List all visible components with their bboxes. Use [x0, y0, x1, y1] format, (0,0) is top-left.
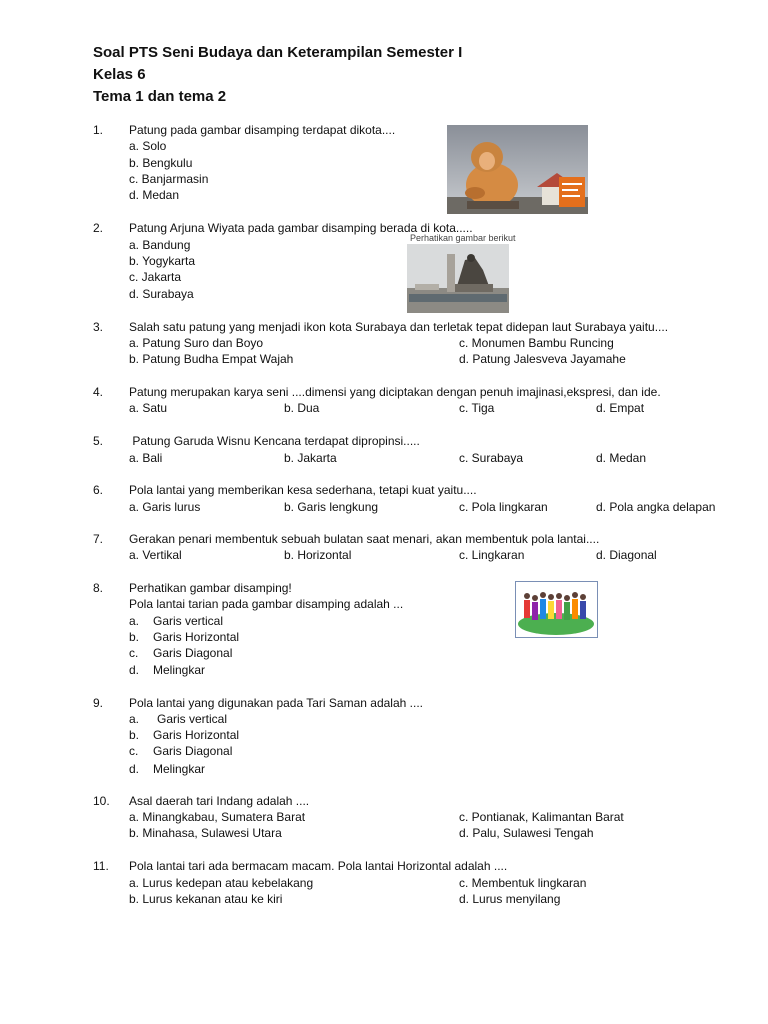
- question-number: 4.: [93, 385, 104, 399]
- question-text: Patung merupakan karya seni ....dimensi yang diciptakan dengan penuh imajinasi,ekspresi, dan ide.: [129, 385, 661, 399]
- option-c: c. Surabaya: [459, 451, 524, 465]
- option-a: a. Bandung: [129, 238, 191, 252]
- question-text: Asal daerah tari Indang adalah ....: [129, 794, 310, 808]
- option-letter: b.: [129, 728, 140, 742]
- option-c: c. Banjarmasin: [129, 172, 209, 186]
- option-letter: a.: [129, 712, 140, 726]
- option-c: c. Monumen Bambu Runcing: [459, 336, 614, 350]
- question-text: Gerakan penari membentuk sebuah bulatan saat menari, akan membentuk pola lantai....: [129, 532, 600, 546]
- question-number: 5.: [93, 434, 104, 448]
- option-d: d. Palu, Sulawesi Tengah: [459, 826, 594, 840]
- option-a: a. Patung Suro dan Boyo: [129, 336, 264, 350]
- option-c: Garis Diagonal: [153, 744, 233, 758]
- option-d: d. Diagonal: [596, 548, 657, 562]
- option-b: b. Yogykarta: [129, 254, 196, 268]
- option-b: b. Lurus kekanan atau ke kiri: [129, 892, 283, 906]
- option-a: a. Minangkabau, Sumatera Barat: [129, 810, 306, 824]
- question-number: 1.: [93, 123, 104, 137]
- option-a: a. Vertikal: [129, 548, 182, 562]
- option-a: Garis vertical: [157, 712, 228, 726]
- class-label: Kelas 6: [93, 66, 146, 83]
- option-d: d. Medan: [129, 188, 180, 202]
- option-b: Garis Horizontal: [153, 630, 240, 644]
- question-text: Perhatikan gambar disamping!: [129, 581, 292, 595]
- option-a: a. Bali: [129, 451, 163, 465]
- option-a: a. Solo: [129, 139, 167, 153]
- question-number: 3.: [93, 320, 104, 334]
- option-b: b. Horizontal: [284, 548, 352, 562]
- option-c: c. Tiga: [459, 401, 495, 415]
- question-text: Pola lantai tari ada bermacam macam. Pola lantai Horizontal adalah ....: [129, 859, 508, 873]
- question-number: 8.: [93, 581, 104, 595]
- question-text: Patung Garuda Wisnu Kencana terdapat dipropinsi.....: [129, 434, 420, 448]
- option-b: b. Minahasa, Sulawesi Utara: [129, 826, 282, 840]
- option-c: c. Pola lingkaran: [459, 500, 548, 514]
- option-b: Garis Horizontal: [153, 728, 240, 742]
- monkey-statue-photo: [447, 125, 588, 214]
- question-number: 6.: [93, 483, 104, 497]
- question-text: Pola lantai yang memberikan kesa sederhana, tetapi kuat yaitu....: [129, 483, 477, 497]
- option-letter: b.: [129, 630, 140, 644]
- option-d: d. Patung Jalesveva Jayamahe: [459, 352, 626, 366]
- question-number: 7.: [93, 532, 104, 546]
- option-a: a. Garis lurus: [129, 500, 201, 514]
- option-b: b. Jakarta: [284, 451, 337, 465]
- question-number: 10.: [93, 794, 110, 808]
- option-c: c. Pontianak, Kalimantan Barat: [459, 810, 624, 824]
- option-letter: c.: [129, 646, 139, 660]
- option-d: d. Pola angka delapan: [596, 500, 716, 514]
- option-c: c. Jakarta: [129, 270, 182, 284]
- option-letter: d.: [129, 762, 140, 776]
- option-b: b. Garis lengkung: [284, 500, 379, 514]
- option-letter: c.: [129, 744, 139, 758]
- option-c: c. Lingkaran: [459, 548, 525, 562]
- question-number: 11.: [93, 859, 109, 873]
- option-b: b. Patung Budha Empat Wajah: [129, 352, 294, 366]
- option-d: Melingkar: [153, 762, 206, 776]
- option-d: d. Lurus menyilang: [459, 892, 561, 906]
- option-a: a. Satu: [129, 401, 168, 415]
- question-text-2: Pola lantai tarian pada gambar disamping adalah ...: [129, 597, 404, 611]
- option-letter: d.: [129, 663, 140, 677]
- option-a: Garis vertical: [153, 614, 224, 628]
- option-c: Garis Diagonal: [153, 646, 233, 660]
- document-title: Soal PTS Seni Budaya dan Keterampilan Semester I: [93, 44, 463, 61]
- figure-caption: Perhatikan gambar berikut: [410, 233, 516, 243]
- question-text: Salah satu patung yang menjadi ikon kota Surabaya dan terletak tepat didepan laut Surabaya yaitu....: [129, 320, 669, 334]
- option-d: d. Surabaya: [129, 287, 194, 301]
- option-d: d. Medan: [596, 451, 647, 465]
- option-letter: a.: [129, 614, 140, 628]
- question-number: 9.: [93, 696, 104, 710]
- circle-dance-illustration: [515, 581, 598, 638]
- question-text: Pola lantai yang digunakan pada Tari Saman adalah ....: [129, 696, 423, 710]
- arjuna-wiwaha-statue-photo: [407, 244, 509, 313]
- question-number: 2.: [93, 221, 104, 235]
- option-d: d. Empat: [596, 401, 645, 415]
- option-d: Melingkar: [153, 663, 206, 677]
- theme-label: Tema 1 dan tema 2: [93, 88, 227, 105]
- option-b: b. Dua: [284, 401, 320, 415]
- question-text: Patung Arjuna Wiyata pada gambar disamping berada di kota.....: [129, 221, 473, 235]
- option-c: c. Membentuk lingkaran: [459, 876, 587, 890]
- option-b: b. Bengkulu: [129, 156, 193, 170]
- option-a: a. Lurus kedepan atau kebelakang: [129, 876, 314, 890]
- question-text: Patung pada gambar disamping terdapat dikota....: [129, 123, 396, 137]
